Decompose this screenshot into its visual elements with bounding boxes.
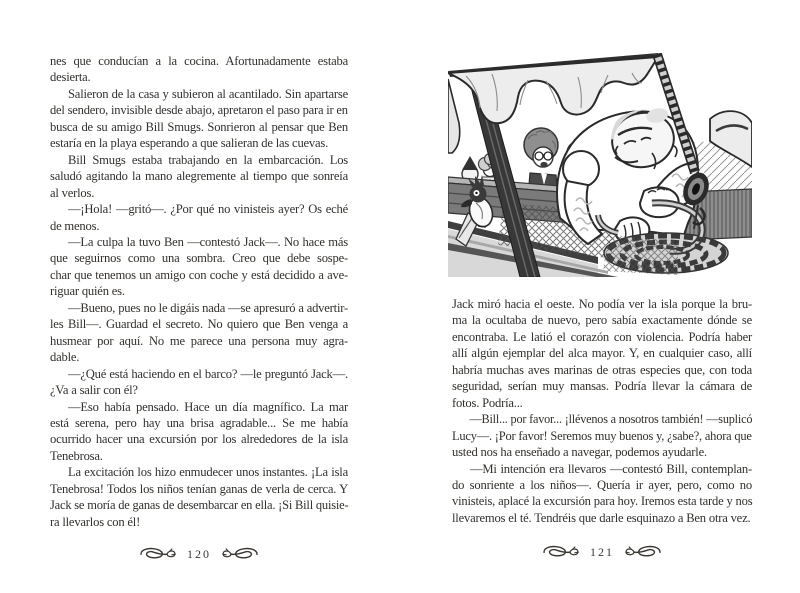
text-line: riguar quién es. [50,284,125,299]
text-line: ocurrido hacer una excursión por los alrededores de la isla [50,432,348,447]
text-line: do sonriente a los niños—. Quería ir ayer, pero, como no [452,477,752,492]
text-line: —Bill... por favor... ¡llévenos a nosotros también! —suplicó [469,412,753,427]
text-line: ma la ocultaba de nuevo, pero sabía exactamente dónde se [452,313,752,328]
text-line: Jack se moría de ganas de desembarcar en ella. ¡Si Bill quisie- [50,498,349,513]
rope-flourish-icon [623,544,663,560]
text-line: —La culpa la tuvo Ben —contestó Jack—. No hace más [68,234,348,249]
text-line: vinisteis, aplacé la excursión para hoy. Iremos esta tarde y nos [452,494,753,509]
text-line: nes que conducían a la cocina. Afortunadamente estaba [50,54,348,68]
text-line: —Mi intención era llevaros —contestó Bill, contemplan- [470,461,752,476]
text-line: husmear por aquí. No me parece una persona muy agra- [50,333,348,348]
text-line: Jack miró hacia el oeste. No podía ver la isla porque la bru- [452,297,752,311]
text-line: al verlos. [50,185,95,200]
text-line: busca de su amigo Bill Smugs. Sonrieron al pensar que Ben [50,119,348,134]
text-line: que seguirnos como una sombra. Creo que debe sospe- [50,251,348,266]
text-line: desierta. [50,70,91,85]
page-number: 120 [187,546,211,561]
boat-illustration [448,53,752,277]
text-line: saludó agitando la mano alegremente al tiempo que sonreía [50,169,348,184]
text-line: seguridad, serían muy mansas. Podría llevar la cámara de [452,379,752,394]
text-line: del sendero, invisible desde abajo, apretaron el paso para ir en [50,103,348,118]
rope-flourish-icon [138,546,178,562]
text-line: habría muchas aves marinas de otras especies que, con toda [452,362,752,377]
netting-over-coil [603,235,678,275]
text-line: allí algún ejemplar del alca mayor. Y, en cualquier caso, allí [452,346,752,361]
text-line: —Eso había pensado. Hace un día magnífico. La mar [68,399,348,414]
left-page-footer [50,546,348,562]
text-line: —¡Hola! —gritó—. ¿Por qué no vinisteis ayer? Os eché [68,202,348,217]
text-line: usted nos ha enseñado a navegar, podemos ayudarle. [452,445,707,460]
text-line: —¿Qué está haciendo en el barco? —le preguntó Jack—. [68,366,348,381]
text-line: dable. [50,350,80,365]
text-line: Lucy—. ¡Por favor! Seremos muy buenos y, ¿sabe?, ahora que [452,428,752,443]
text-line: encontraba. Le latió el corazón con violencia. Podría haber [452,329,752,344]
text-line: de menos. [50,218,100,233]
right-page-text [452,296,752,526]
left-page-text [50,53,348,530]
text-line: les Bill—. Guardad el secreto. No quiero que Ben venga a [50,317,348,332]
text-line: fotos. Podría... [452,395,523,410]
text-line: Tenebrosa! Todos los niños tenían ganas de verla de cerca. Y [50,481,348,496]
text-line: Bill Smugs estaba trabajando en la embarcación. Los [68,152,348,167]
text-line: Tenebrosa. [50,448,103,463]
page-number: 121 [590,544,614,559]
text-line: —Bueno, pues no le digáis nada —se apresuró a advertir- [68,300,348,315]
text-line: ¿Va a salir con él? [50,383,138,398]
text-line: llevaremos el té. Tendréis que darle esquinazo a Ben otra vez. [452,510,751,525]
text-line: char que tenemos un amigo con coche y está decidido a ave- [50,267,348,282]
text-line: estaría en la playa esperando a que salieran de las cuevas. [50,136,329,151]
text-line: está serena, pero hay una brisa agradable... Se me había [50,415,348,430]
rope-flourish-icon [220,546,260,562]
text-line: ra llevarlos con él! [50,514,141,529]
text-line: Salieron de la casa y subieron al acantilado. Sin apartarse [68,86,348,101]
right-page-footer [452,544,752,560]
text-line: La excitación los hizo enmudecer unos instantes. ¡La isla [68,465,348,480]
rope-flourish-icon [541,544,581,560]
